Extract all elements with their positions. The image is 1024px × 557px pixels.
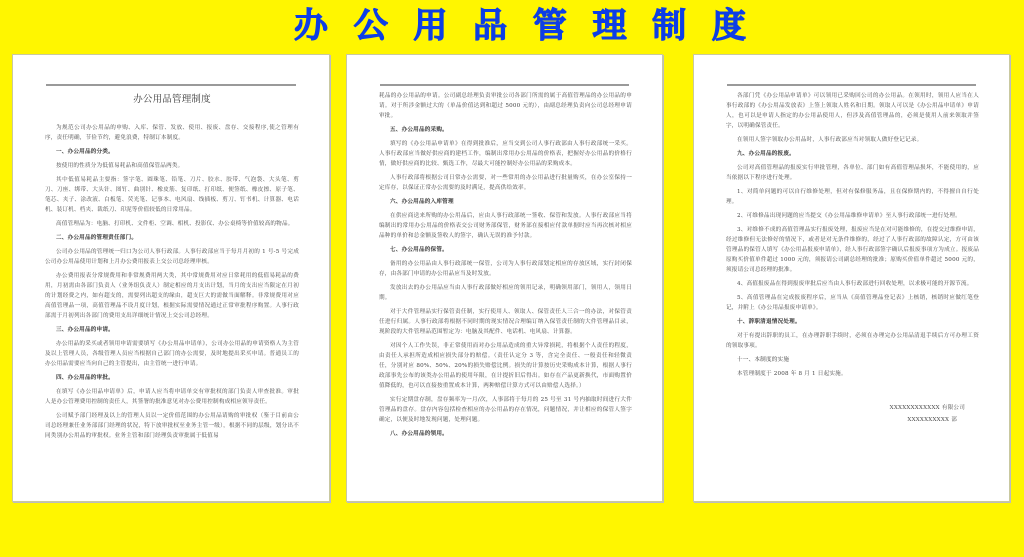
- section-heading: 五、办公用品的采购。: [390, 127, 448, 133]
- header-rule: [727, 84, 976, 86]
- paragraph: 本管理制度于 2008 年 8 月 1 日起实施。: [737, 371, 847, 377]
- section-heading: 九、办公用品的报废。: [737, 151, 795, 157]
- paragraph: 对因个人工作失误，非正常使用而对办公用品造成的重大异常损耗，将根据个人责任的程度，由责任人承担所造成相应损失部分的赔偿。（责任认定分 3 等，含完全责任、一般责任和轻微责任，分别对应 80%、50%、20%的损失赔偿比例。损失的计算按历史采购成本计算，根据人事行政部事先公布的该类办公用品的使用年限，在计提折旧后得出。如存在产品更新换代，市面购置价值降低的，也可以直接按重置成本计算，两种赔偿计算方式可以由赔偿人选择。）: [379, 343, 632, 389]
- paragraph: 对于有提出辞职的员工，在办理辞职手续时，必须在办理完办公用品清退手续后方可办理工资的领取事项。: [726, 333, 979, 349]
- paragraph: 实行定期盘存制，盘存频率为一月/次，人事部将于每月的 25 号至 31 号内抽取时间进行大件管理品的盘存。盘存内容包括检查相应的办公用品的存在情况，问题情况，并让相应的保管人签字确定，以便及时地发现问题，处理问题。: [379, 397, 632, 423]
- banner-title-char: 办: [294, 6, 328, 46]
- banner-title-char: 用: [413, 6, 448, 46]
- paragraph: 耗品的办公用品的申请。公司副总经理负责审批公司各部门所需的属于高值管理品的办公用品的申请。对于所涉金额过大的（单品价值达到和超过 5000 元的），由副总经理负责向公司总经理申请审批。: [379, 93, 632, 119]
- paragraph: 2、可维修品出现问题的应当提交《办公用品维修申请单》至人事行政部统一进行处理。: [737, 213, 961, 219]
- section-heading: 十一、本制度的实施: [737, 357, 790, 363]
- paragraph: 公司办公用品的管理统一归口为公司人事行政部。人事行政部应当于每月月初的 1 号-5 号完成公司办公用品使用计划和上月办公费用报表上交公司总经理审核。: [45, 249, 299, 265]
- paragraph: 对于大件管理品实行保管责任制，实行使用人、领取人、保管责任人三合一的办法，对保管责任进行归属。人事行政部将根据不同时期的现实情况合理编订纳入保管责任制的大件管理品目录，现阶段的大件管理品范围暂定为：电脑及其配件、电话机、电风扇、计算器。: [379, 309, 632, 335]
- paragraph: 发放出去的办公用品应当由人事行政部做好相应的领用记录，明确领用部门，领用人，领用日期。: [379, 285, 632, 301]
- section-heading: 六、办公用品的入库管理: [390, 199, 454, 205]
- banner-title-char: 理: [592, 6, 627, 46]
- paragraph: 公司赋予部门经理及以上的管理人员以一定价值范围的办公用品请购的审批权（鉴于目前由公司总经理兼任业务部部门经理的状况，特下放审批权至业务主管一级），根据不同的层级，划分出不同类别办公用品的审批权。业务主管和部门经理负责审批属于低值易: [45, 413, 299, 439]
- page-content: [45, 93, 299, 445]
- paragraph: 4、高值报废品在得到报废审批后应当由人事行政部进行回收处理，以求极可能的开源节流。: [737, 281, 973, 287]
- paragraph: 备用的办公用品由人事行政部统一保管，公司为人事行政部划定相应的存放区域，实行封闭保存，由各部门申请的办公用品应当及时发放。: [379, 261, 632, 277]
- document-page-3: [693, 54, 1010, 502]
- paragraph: 3、对维修不成的高值管理品实行报废处理，报废应当是在对可能维修的，在提交过维修申请，经过维修但无法修好的情况下，或者是对无条件维修的，经过了人事行政部的故障认定，方可由该管理品的保管人填写《办公用品报废申请单》，经人事行政部签字确认后报废事项方为成立。报废品原购买价值单件超过 1000 元的，须报请公司副总经理的批准；原购买价值单件超过 5000 元的，须报请公司总经理的批准。: [726, 227, 979, 273]
- paragraph: 公司对高值管理品的报废实行审批管理，各单位、部门如有高值管理品损坏，不能使用的，应当依据以下程序进行处理。: [726, 165, 979, 181]
- paragraph: 在填写《办公用品申请单》后，申请人应当将申请单交有审批权的部门负责人审查批准。审批人是办公管理费用控制的责任人，其签署的批准意见对办公费用控制构成相应领导责任。: [45, 389, 299, 405]
- section-heading: 四、办公用品的审批。: [56, 375, 114, 381]
- section-heading: 三、办公用品的申请。: [56, 327, 114, 333]
- banner-title-char: 度: [711, 6, 746, 46]
- paragraph: 按使用的性质分为低值易耗品和高值保管品两类。: [56, 163, 184, 169]
- paragraph: 各部门凭《办公用品申请单》可以领用已采购回公司的办公用品。在领用时，领用人应当在人事行政部的《办公用品发放表》上签上领取人姓名和日期。领取人可以是《办公用品申请单》申请人，也可以是申请人指定的办公用品使用人，但涉及高值管理品的，必须是使用人前来领取并签字，以明确保管责任。: [726, 93, 979, 129]
- section-heading: 一、办公用品的分类。: [56, 149, 114, 155]
- paragraph: 办公费用报表分常规费用和非常规费用两大类，其中常规费用对应日常耗用的低值易耗品的费用，月初需由各部门负责人（业务组负责人）制定相应的月支出计划，当月的支出应当限定在月初的计划经费之内，如有超支的，需要列出超支的缘由，超支巨大的需做当面解释。非常规费用对应高值管理品一项，高值管理品不设月度计划，根据实际需要情况通过正常审批程序购置。人事行政部需于月初列出各部门的费用支出详细统计情况上交公司总经理。: [45, 273, 299, 319]
- section-heading: 十、辞职清退情况处理。: [737, 319, 801, 325]
- page-content: [726, 91, 979, 425]
- paragraph: 填写的《办公用品申请单》在得到批准后，应当交到公司人事行政部由人事行政部统一采买。人事行政部应当做好供应商的建档工作，编制出常用办公用品的价格表，把握好办公用品的价格行情，做好供应商的比较、甄选工作，尽最大可能控制好办公用品的采购成本。: [379, 141, 632, 167]
- header-rule: [380, 84, 629, 86]
- paragraph: 人事行政部将根据公司日常办公需要，对一些常用的办公用品进行批量购买，在办公室保持一定库存，以保证正常办公需要的及时满足，提高供给效率。: [379, 175, 632, 191]
- paragraph: 高值管理品为：电脑、打印机、文件柜、空调、相机、投影仪、办公桌椅等价值较高的物品。: [56, 221, 294, 227]
- section-heading: 八、办公用品的领用。: [390, 431, 448, 437]
- paragraph: 5、高值管理品在完成报废程序后，应当从《高值管理品登记表》上核销，核销时应做红笔登记，并附上《办公用品报废申请单》。: [726, 295, 979, 311]
- banner-title-char: 品: [473, 6, 508, 46]
- document-page-1: [12, 54, 330, 502]
- paragraph: 办公用品的采买或者领用申请需要填写《办公用品申请单》，公司办公用品的申请资格人为主管及以上管理人员，各级管理人员应当根据自己部门的办公需要，及时地提出采买申请。普通员工的办公用品需要应当向自己的主管提出，由主管统一进行申请。: [45, 341, 299, 367]
- header-rule: [46, 84, 296, 86]
- page-content: [379, 91, 632, 443]
- paragraph: 为规范公司办公用品的申购、入库、保管、发放、使用、报废、盘存、交接程序,使之管理有序，责任明确，节俭节约，避免浪费，特制订本制度。: [45, 125, 299, 141]
- paragraph: 在领用人签字领取办公用品时，人事行政部应当对领取人做好登记记录。: [737, 137, 923, 143]
- signature-company: XXXXXXXXXXXX 有限公司: [889, 405, 965, 411]
- section-heading: 七、办公用品的保管。: [390, 247, 448, 253]
- document-title: 办公用品管理制度: [133, 94, 211, 105]
- section-heading: 二、办公用品的管理责任部门。: [56, 235, 138, 241]
- banner-title-char: 制: [652, 6, 687, 46]
- document-page-2: [346, 54, 663, 502]
- paragraph: 1、对简单问题的可以自行维修处理，但对有保修服务品，且在保修期内的，不得擅自自行处理。: [726, 189, 979, 205]
- banner-title-char: 管: [532, 6, 567, 46]
- paragraph: 其中低值易耗品主要指：签字笔、圆珠笔、铅笔、刀片、胶水、胶带、气泡袋、大头笔、剪刀、刀座、绑带、大头针、图钉、曲别针、橡皮筋、复印纸、打印纸、便签纸、橡皮擦、原子笔、笔芯、夹子、涂改液、白板笔、荧光笔、记事本、电风扇、线插板、剪刀、钉书机、计算器、电话机、装订机、档夹、裁纸刀、印泥等价值较低的日常用品。: [45, 177, 299, 213]
- signature-department: XXXXXXXXXX 部: [907, 417, 957, 423]
- paragraph: 在供应商送来所购的办公用品后，应由人事行政部统一签收、保管和发放。人事行政部应当将编制出的常用办公用品的价格表交公司财务部保管，财务部在接相应付款单据时应当再次核对相应品种的单价和总金额及签收人的签字，确认无误的准予付款。: [379, 213, 632, 239]
- banner-title-char: 公: [353, 6, 388, 46]
- banner-title: [280, 4, 760, 48]
